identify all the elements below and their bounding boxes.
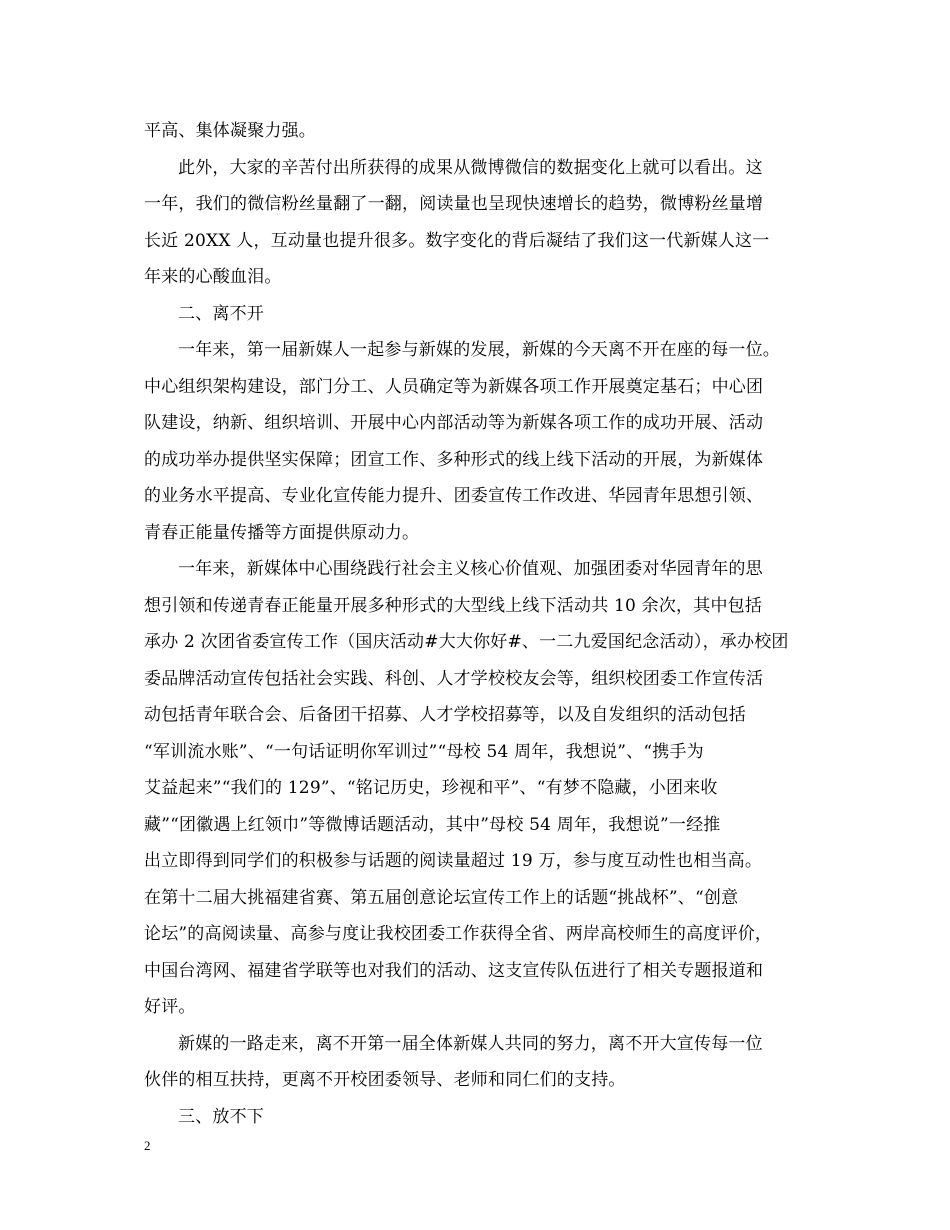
section-heading: 二、离不开 [178, 303, 264, 324]
paragraph-start-line: 一年来，新媒体中心围绕践行社会主义核心价值观、加强团委对华园青年的思 [178, 559, 763, 579]
text-line: “军训流水账”、“一句话证明你军训过”“母校 54 周年，我想说”、“携手为 [144, 741, 704, 762]
text-line: 长近 20XX 人，互动量也提升很多。数字变化的背后凝结了我们这一代新媒人这一 [144, 230, 770, 251]
text-line: 委品牌活动宣传包括社会实践、科创、人才学校校友会等，组织校团委工作宣传活 [144, 668, 764, 689]
text-line: 想引领和传递青春正能量开展多种形式的大型线上线下活动共 10 余次，其中包括 [144, 595, 763, 616]
text-line: 青春正能量传播等方面提供原动力。 [144, 522, 420, 543]
text-line: 出立即得到同学们的积极参与话题的阅读量超过 19 万，参与度互动性也相当高。 [144, 851, 763, 871]
paragraph-start-line: 一年来，第一届新媒人一起参与新媒的发展，新媒的今天离不开在座的每一位。 [178, 340, 780, 360]
text-line: 中国台湾网、福建省学联等也对我们的活动、这支宣传队伍进行了相关专题报道和 [144, 960, 764, 981]
document-body [144, 113, 812, 1135]
text-line: 中心组织架构建设，部门分工、人员确定等为新媒各项工作开展奠定基石；中心团 [144, 376, 764, 397]
text-line: 承办 2 次团省委宣传工作（国庆活动#大大你好#、一二九爱国纪念活动），承办校团 [144, 632, 789, 652]
text-line: 在第十二届大挑福建省赛、第五届创意论坛宣传工作上的话题“挑战杯”、“创意 [144, 887, 739, 908]
paragraph-start-line: 新媒的一路走来，离不开第一届全体新媒人共同的努力，离不开大宣传每一位 [178, 1033, 763, 1054]
text-line: 一年，我们的微信粉丝量翻了一翻，阅读量也呈现快速增长的趋势，微博粉丝量增 [144, 194, 764, 214]
text-line: 好评。 [144, 997, 196, 1017]
text-line: 队建设，纳新、组织培训、开展中心内部活动等为新媒各项工作的成功开展、活动 [144, 413, 764, 433]
page-number: 2 [144, 1138, 151, 1153]
text-line: 藏”“团徽遇上红领巾”等微博话题活动，其中”母校 54 周年，我想说”一经推 [144, 814, 721, 835]
section-heading: 三、放不下 [178, 1106, 264, 1127]
text-line: 艾益起来”“我们的 129”、“铭记历史，珍视和平”、“有梦不隐藏，小团来收 [144, 778, 718, 798]
text-line: 的业务水平提高、专业化宣传能力提升、团委宣传工作改进、华园青年思想引领、 [144, 486, 764, 506]
text-line: 年来的心酸血泪。 [144, 267, 282, 287]
text-line: 论坛”的高阅读量、高参与度让我校团委工作获得全省、两岸高校师生的高度评价， [144, 924, 773, 944]
paragraph-start-line: 此外，大家的辛苦付出所获得的成果从微博微信的数据变化上就可以看出。这 [178, 157, 763, 178]
text-line: 动包括青年联合会、后备团干招募、人才学校招募等，以及自发组织的活动包括 [144, 705, 746, 725]
text-line: 的成功举办提供坚实保障；团宣工作、多种形式的线上线下活动的开展，为新媒体 [144, 449, 764, 470]
text-line: 伙伴的相互扶持，更离不开校团委领导、老师和同仁们的支持。 [144, 1070, 626, 1090]
text-line: 平高、集体凝聚力强。 [144, 121, 316, 141]
